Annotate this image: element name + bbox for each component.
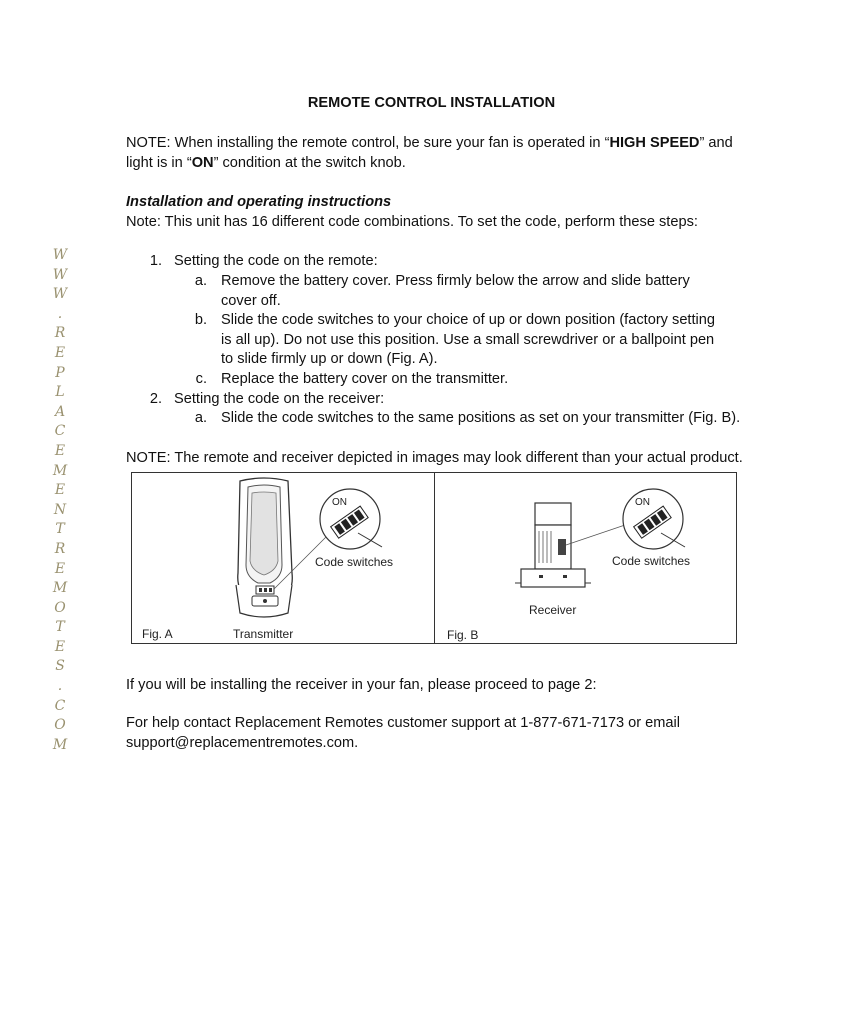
proceed-note: If you will be installing the receiver in your fan, please proceed to page 2: xyxy=(126,677,597,693)
note-text: NOTE: When installing the remote control, be sure your fan is operated in “ xyxy=(126,135,610,151)
fig-b-on-label: ON xyxy=(635,497,650,508)
substep-text: Slide the code switches to your choice of up or down position (factory setting is all up). Do not use this position. Use a small screwdriver or a ballpoint pen to slide firmly up or down (Fig. A). xyxy=(221,312,716,368)
watermark-letter: W xyxy=(52,266,68,283)
product-appearance-note: NOTE: The remote and receiver depicted in images may look different than your actual product. xyxy=(126,450,743,466)
watermark-letter: . xyxy=(57,305,63,322)
watermark-letter: M xyxy=(52,580,68,597)
step-text: Setting the code on the remote: xyxy=(174,253,378,269)
fig-a-caption: Fig. A xyxy=(142,627,173,641)
on-emphasis: ON xyxy=(191,154,214,171)
watermark xyxy=(50,246,70,755)
watermark-letter: E xyxy=(54,560,66,577)
watermark-letter: E xyxy=(54,344,66,361)
note-text: ” condition at the switch knob. xyxy=(213,154,406,171)
substep-text: Slide the code switches to the same positions as set on your transmitter (Fig. B). xyxy=(221,410,741,426)
watermark-letter: R xyxy=(54,325,66,342)
watermark-letter: N xyxy=(53,501,67,518)
watermark-letter: T xyxy=(55,619,65,636)
fan-speed-note xyxy=(126,134,746,173)
fig-b-code-switches-label: Code switches xyxy=(612,554,691,568)
substep-letter: b. xyxy=(194,312,207,328)
substep-letter: a. xyxy=(194,273,207,289)
watermark-letter: T xyxy=(55,521,65,538)
watermark-letter: P xyxy=(55,364,65,381)
high-speed-emphasis: HIGH SPEED xyxy=(609,135,700,151)
watermark-letter: C xyxy=(54,697,66,714)
substep-letter: a. xyxy=(194,410,207,426)
receiver-label: Receiver xyxy=(529,603,577,617)
instructions-heading: Installation and operating instructions xyxy=(126,194,392,210)
substep-text: Replace the battery cover on the transmitter. xyxy=(221,371,509,387)
watermark-letter: . xyxy=(57,678,63,695)
page-title: REMOTE CONTROL INSTALLATION xyxy=(307,95,556,111)
watermark-letter: W xyxy=(52,247,68,263)
watermark-letter: S xyxy=(55,658,65,675)
watermark-letter: L xyxy=(55,384,65,401)
support-contact: For help contact Replacement Remotes customer support at 1-877-671-7173 or email support@replacementremotes.com. xyxy=(126,715,681,751)
substep-text: Remove the battery cover. Press firmly below the arrow and slide battery cover off. xyxy=(221,273,690,309)
step-number: 2. xyxy=(149,391,162,407)
step-number: 1. xyxy=(149,253,162,269)
watermark-letter: W xyxy=(52,286,68,303)
figure-box xyxy=(131,472,737,644)
receiver-illustration xyxy=(435,473,737,643)
watermark-letter: M xyxy=(52,736,68,753)
note-text: ” and light is in “ xyxy=(126,135,733,171)
watermark-letter: R xyxy=(54,540,66,557)
substep-letter: c. xyxy=(195,371,207,387)
watermark-letter: C xyxy=(54,423,66,440)
step-text: Setting the code on the receiver: xyxy=(174,391,385,407)
watermark-letter: E xyxy=(54,482,66,499)
watermark-letter: M xyxy=(52,462,68,479)
fig-b-caption: Fig. B xyxy=(447,628,479,642)
fig-a-code-switches-label: Code switches xyxy=(315,555,394,569)
watermark-letter: E xyxy=(54,442,66,459)
watermark-letter: O xyxy=(54,599,66,616)
watermark-letter: A xyxy=(54,403,66,420)
transmitter-label: Transmitter xyxy=(233,627,294,641)
watermark-letter: O xyxy=(54,717,66,734)
instructions-note: Note: This unit has 16 different code combinations. To set the code, perform these steps: xyxy=(126,214,698,230)
fig-a-on-label: ON xyxy=(332,497,347,508)
watermark-letter: E xyxy=(54,638,66,655)
